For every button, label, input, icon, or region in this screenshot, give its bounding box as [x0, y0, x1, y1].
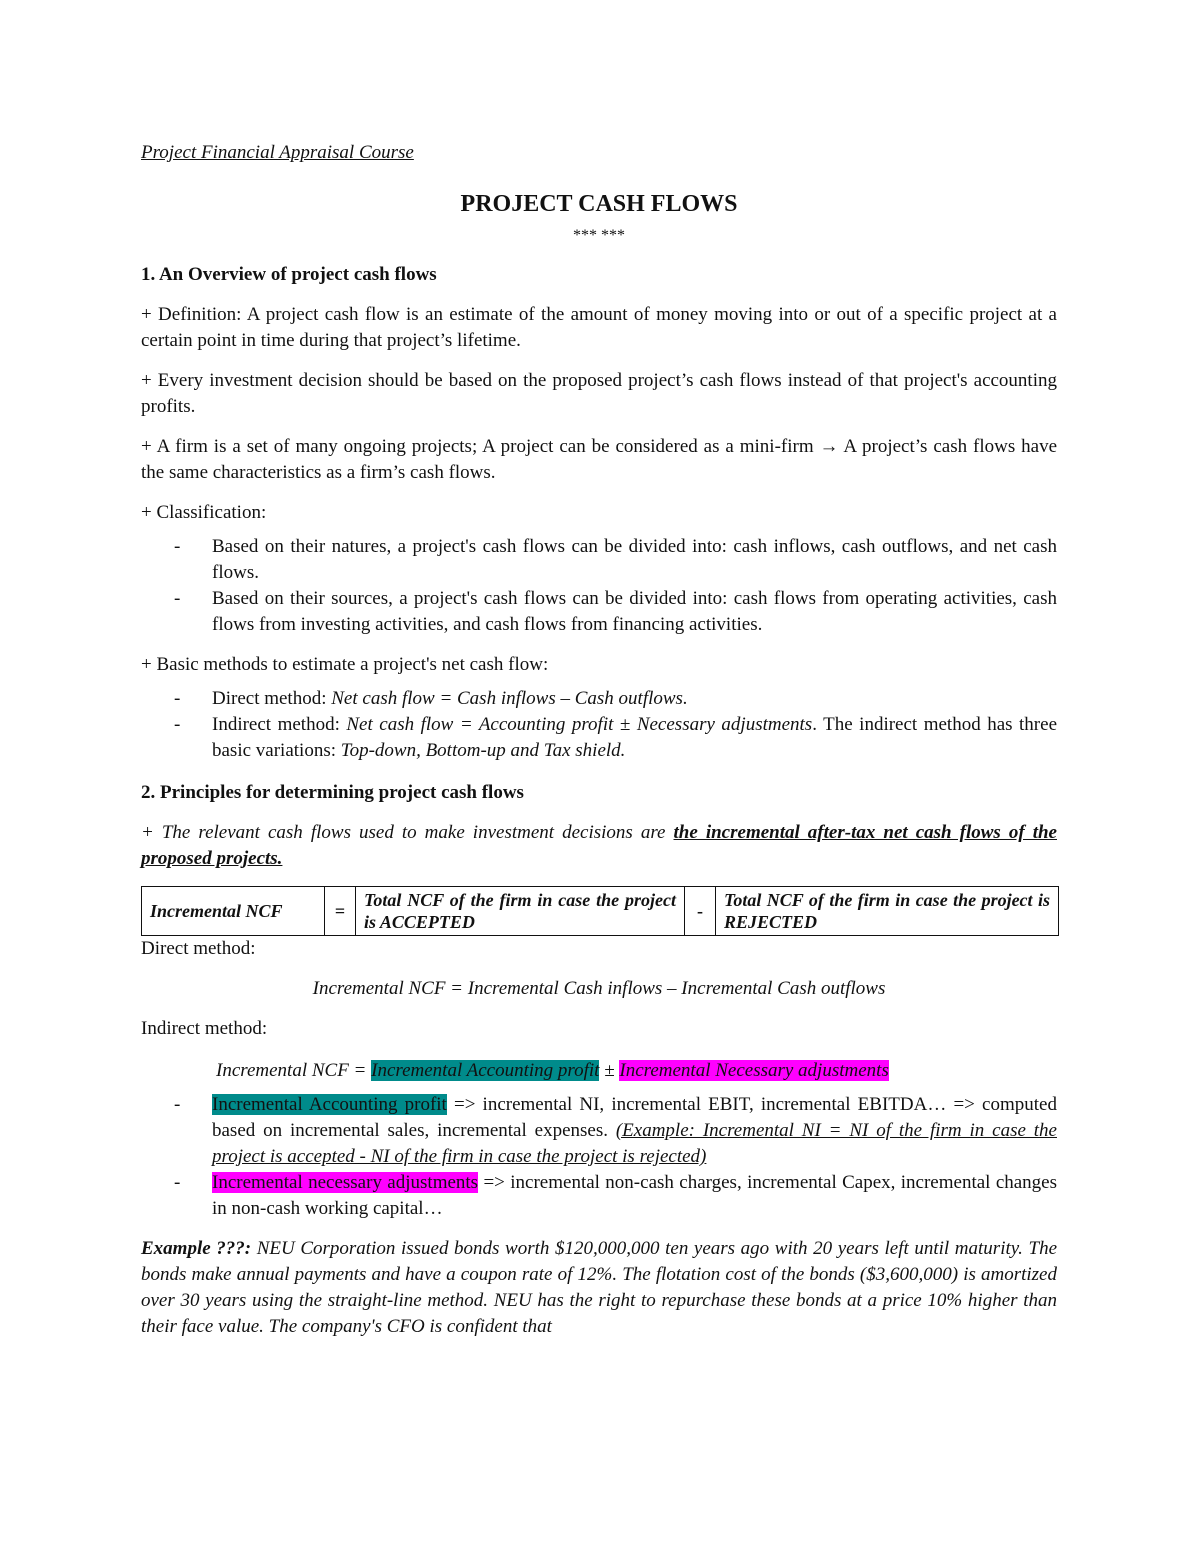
direct-method-formula: Incremental NCF = Incremental Cash inflows – Incremental Cash outflows [312, 978, 886, 999]
list-item: - Based on their sources, a project's cash flows can be divided into: cash flows from operating activities, cash flows from investing activities, and cash flows from financing activities. [141, 586, 1057, 638]
section-2-heading: 2. Principles for determining project cash flows [141, 782, 524, 803]
table-cell: - [685, 887, 716, 936]
necessary-adjustments-item: - Incremental necessary adjustments => incremental non-cash charges, incremental Capex, incremental changes in non-cash working capital… [141, 1170, 1057, 1222]
list-item: - Based on their natures, a project's cash flows can be divided into: cash inflows, cash outflows, and net cash flows. [141, 534, 1057, 586]
page-content [141, 140, 1057, 1340]
example-paragraph: Example ???: NEU Corporation issued bonds worth $120,000,000 ten years ago with 20 years left until maturity. The bonds make annual payments and have a coupon rate of 12%. The flotation cost of the bonds ($3,600,000) is amortized over 30 years using the straight-line method. NEU has the right to repurchase these bonds at a price 10% higher than their face value. The company's CFO is confident that [141, 1238, 1058, 1337]
table-cell: Total NCF of the firm in case the project is ACCEPTED [356, 887, 685, 936]
course-name: Project Financial Appraisal Course [141, 142, 414, 163]
section-1-heading: 1. An Overview of project cash flows [141, 264, 437, 285]
title-separator: *** *** [573, 227, 625, 244]
mini-firm-paragraph: + A firm is a set of many ongoing projects; A project can be considered as a mini-firm → A project’s cash flows have the same characteristics as a firm’s cash flows. [141, 436, 1057, 483]
example-label: Example ???: [141, 1238, 252, 1259]
classification-list [141, 534, 1057, 638]
investment-decision-paragraph: + Every investment decision should be based on the proposed project’s cash flows instead of that project's accounting profits. [141, 370, 1057, 417]
page-title: PROJECT CASH FLOWS [460, 191, 738, 217]
indirect-method-formula: Incremental NCF = Incremental Accounting profit ± Incremental Necessary adjustments [216, 1060, 889, 1081]
table-cell: = [325, 887, 356, 936]
direct-method-item: - Direct method: Net cash flow = Cash inflows – Cash outflows. [141, 686, 1057, 712]
highlight-necessary-adjustments: Incremental Necessary adjustments [619, 1060, 889, 1081]
table-cell: Total NCF of the firm in case the project is REJECTED [716, 887, 1059, 936]
indirect-method-label: Indirect method: [141, 1018, 268, 1039]
accounting-profit-item: - Incremental Accounting profit => incremental NI, incremental EBIT, incremental EBITDA… => computed based on incremental sales, incremental expenses. (Example: Incremental NI = NI of the firm in case the project is accepted - NI of the firm in case the project is rejected) [141, 1092, 1057, 1170]
methods-list [141, 686, 1057, 764]
table-cell: Incremental NCF [142, 887, 325, 936]
definition-paragraph: + Definition: A project cash flow is an estimate of the amount of money moving into or out of a specific project at a certain point in time during that project’s lifetime. [141, 304, 1057, 351]
relevant-cash-flows-paragraph: + The relevant cash flows used to make investment decisions are the incremental after-tax net cash flows of the proposed projects. [141, 822, 1057, 869]
methods-label: + Basic methods to estimate a project's net cash flow: [141, 654, 549, 675]
indirect-method-item: - Indirect method: Net cash flow = Accounting profit ± Necessary adjustments. The indirect method has three basic variations: Top-down, Bottom-up and Tax shield. [141, 712, 1057, 764]
incremental-ncf-table [141, 886, 1059, 936]
table-row [142, 887, 1059, 936]
indirect-components-list [141, 1092, 1057, 1222]
classification-label: + Classification: [141, 502, 267, 523]
direct-method-label: Direct method: [141, 938, 256, 959]
highlight-accounting-profit: Incremental Accounting profit [371, 1060, 600, 1081]
